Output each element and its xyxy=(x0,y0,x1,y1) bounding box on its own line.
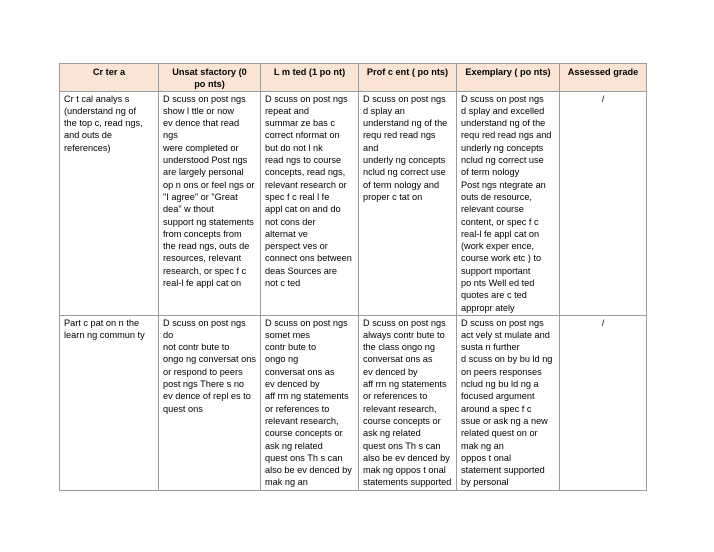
proficient-cell: D scuss on post ngs d splay an understand ng of the requ red read ngs and underly ng concepts nclud ng correct use of term nology and proper c tat on xyxy=(359,91,457,315)
grading-rubric-table xyxy=(59,63,647,491)
exemplary-cell: D scuss on post ngs d splay and excelled understand ng of the requ red read ngs and underly ng concepts nclud ng correct use of term nology Post ngs ntegrate an outs de resource, relevant course content, or spec f c real-l fe appl cat on (work exper ence, course work etc ) to support mportant po nts Well ed ted quotes are c ted appropr ately xyxy=(457,91,560,315)
limited-cell: D scuss on post ngs somet mes contr bute to ongo ng conversat ons as ev denced by aff rm ng statements or references to relevant research, course concepts or ask ng related quest ons Th s can also be ev denced by mak ng an xyxy=(261,315,359,490)
header-assessed-grade: Assessed grade xyxy=(560,64,647,92)
header-proficient: Prof c ent ( po nts) xyxy=(359,64,457,92)
assessed-grade-cell: / xyxy=(560,315,647,490)
proficient-cell: D scuss on post ngs always contr bute to the class ongo ng conversat ons as ev denced by aff rm ng statements or references to relevant research, course concepts or ask ng related quest ons Th s can also be ev denced by mak ng oppos t onal statements supported xyxy=(359,315,457,490)
criteria-cell: Part c pat on n the learn ng commun ty xyxy=(60,315,159,490)
unsatisfactory-cell: D scuss on post ngs show l ttle or now ev dence that read ngs were completed or understood Post ngs are largely personal op n ons or feel ngs or "I agree" or "Great dea" w thout support ng statements from concepts from the read ngs, outs de resources, relevant research, or spec f c real-l fe appl cat on xyxy=(159,91,261,315)
exemplary-cell: D scuss on post ngs act vely st mulate and susta n further d scuss on by bu ld ng on peers responses nclud ng bu ld ng a focused argument around a spec f c ssue or ask ng a new related quest on or mak ng an oppos t onal statement supported by personal xyxy=(457,315,560,490)
table-row xyxy=(60,315,647,490)
unsatisfactory-cell: D scuss on post ngs do not contr bute to ongo ng conversat ons or respond to peers post ngs There s no ev dence of repl es to quest ons xyxy=(159,315,261,490)
header-exemplary: Exemplary ( po nts) xyxy=(457,64,560,92)
assessed-grade-cell: / xyxy=(560,91,647,315)
criteria-cell: Cr t cal analys s (understand ng of the top c, read ngs, and outs de references) xyxy=(60,91,159,315)
header-limited: L m ted (1 po nt) xyxy=(261,64,359,92)
header-row xyxy=(60,64,647,92)
header-criteria: Cr ter a xyxy=(60,64,159,92)
header-unsatisfactory: Unsat sfactory (0 po nts) xyxy=(159,64,261,92)
table-row xyxy=(60,91,647,315)
limited-cell: D scuss on post ngs repeat and summar ze bas c correct nformat on but do not l nk read ngs to course concepts, read ngs, relevant research or spec f c real l fe appl cat on and do not cons der alternat ve perspect ves or connect ons between deas Sources are not c ted xyxy=(261,91,359,315)
